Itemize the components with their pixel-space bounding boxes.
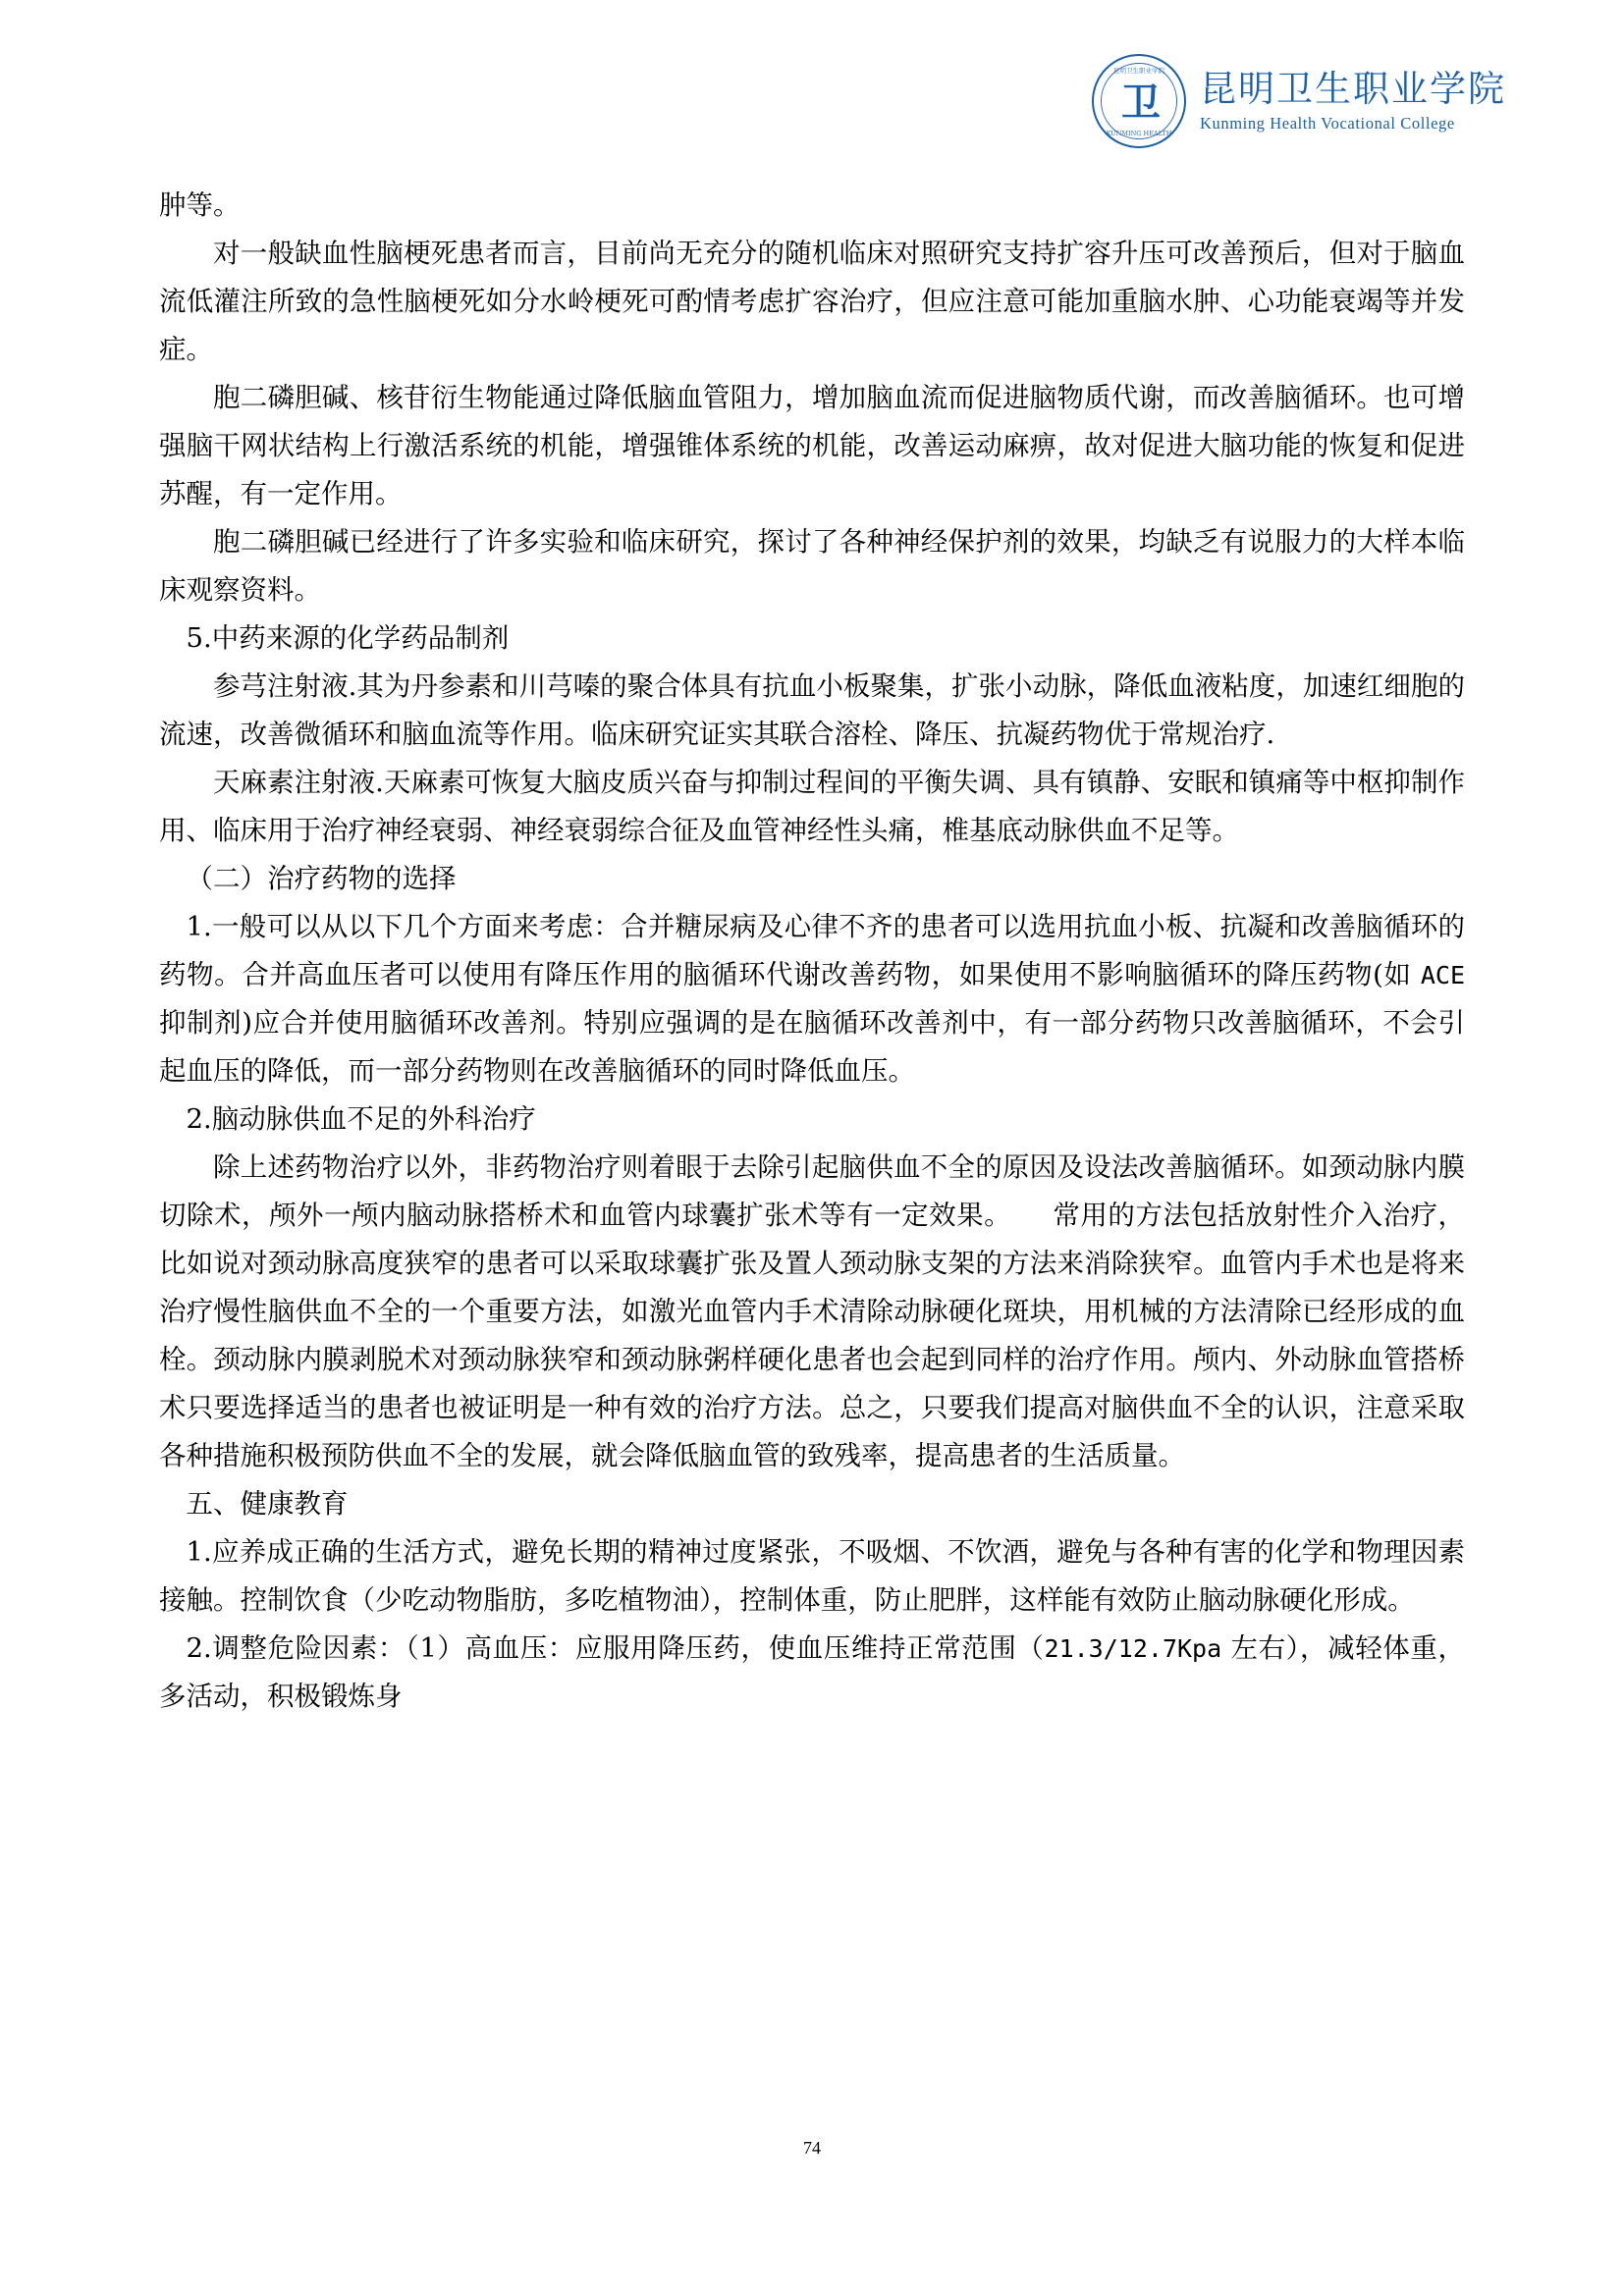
college-name-block — [1200, 69, 1506, 134]
college-logo-header — [1092, 54, 1506, 148]
heading-chinese-medicine-preparations: 5.中药来源的化学药品制剂 — [186, 622, 510, 654]
paragraph-14 — [159, 1625, 1465, 1721]
college-name-cn: 昆明卫生职业学院 — [1200, 67, 1506, 110]
paragraph-9-part-b: 抑制剂)应合并使用脑循环改善剂。特别应强调的是在脑循环改善剂中，有一部分药物只改善脑循环，不会引起血压的降低，而一部分药物则在改善脑循环的同时降低血压。 — [159, 1007, 1465, 1087]
paragraph-7: 天麻素注射液.天麻素可恢复大脑皮质兴奋与抑制过程间的平衡失调、具有镇静、安眠和镇痛等中枢抑制作用、临床用于治疗神经衰弱、神经衰弱综合征及血管神经性头痛，椎基底动脉供血不足等。 — [159, 767, 1465, 846]
paragraph-11: 除上述药物治疗以外，非药物治疗则着眼于去除引起脑供血不全的原因及设法改善脑循环。如颈动脉内膜切除术，颅外一颅内脑动脉搭桥术和血管内球囊扩张术等有一定效果。 常用的方法包括放射性介入治疗，比如说对颈动脉高度狭窄的患者可以采取球囊扩张及置人颈动脉支架的方法来消除狭窄。血管内手术也是将来治疗慢性脑供血不全的一个重要方法，如激光血管内手术清除动脉硬化斑块，用机械的方法清除已经形成的血栓。颈动脉内膜剥脱术对颈动脉狭窄和颈动脉粥样硬化患者也会起到同样的治疗作用。颅内、外动脉血管搭桥术只要选择适当的患者也被证明是一种有效的治疗方法。总之，只要我们提高对脑供血不全的认识，注意采取各种措施积极预防供血不全的发展，就会降低脑血管的致残率，提高患者的生活质量。 — [159, 1151, 1465, 1471]
paragraph-1: 肿等。 — [159, 189, 241, 221]
paragraph-4: 胞二磷胆碱已经进行了许多实验和临床研究，探讨了各种神经保护剂的效果，均缺乏有说服力的大样本临床观察资料。 — [159, 526, 1465, 606]
paragraph-13: 1.应养成正确的生活方式，避免长期的精神过度紧张，不吸烟、不饮酒，避免与各种有害的化学和物理因素接触。控制饮食（少吃动物脂肪，多吃植物油），控制体重，防止肥胖，这样能有效防止脑动脉硬化形成。 — [159, 1536, 1465, 1616]
term-ace: ACE — [1420, 961, 1465, 989]
page-number: 74 — [803, 2138, 821, 2158]
blood-pressure-value: 21.3/12.7Kpa — [1044, 1634, 1222, 1663]
paragraph-3: 胞二磷胆碱、核苷衍生物能通过降低脑血管阻力，增加脑血流而促进脑物质代谢，而改善脑循环。也可增强脑干网状结构上行激活系统的机能，增强锥体系统的机能，改善运动麻痹，故对促进大脑功能的恢复和促进苏醒，有一定作用。 — [159, 382, 1465, 509]
heading-surgical-treatment: 2.脑动脉供血不足的外科治疗 — [186, 1103, 536, 1135]
college-name-en: Kunming Health Vocational College — [1200, 114, 1455, 133]
seal-center-char: 卫 — [1121, 80, 1161, 126]
seal-ring-bottom-text: KUNMING HEALTH — [1106, 130, 1172, 137]
heading-drug-selection: （二）治疗药物的选择 — [186, 863, 457, 894]
paragraph-9-part-a: 1.一般可以从以下几个方面来考虑：合并糖尿病及心律不齐的患者可以选用抗血小板、抗凝和改善脑循环的药物。合并高血压者可以使用有降压作用的脑循环代谢改善药物，如果使用不影响脑循环的降压药物(如 — [159, 911, 1465, 990]
document-body — [159, 182, 1465, 1721]
paragraph-14-part-a: 2.调整危险因素：（1）高血压：应服用降压药，使血压维持正常范围（ — [186, 1632, 1045, 1664]
college-seal-icon — [1092, 54, 1186, 148]
paragraph-2: 对一般缺血性脑梗死患者而言，目前尚无充分的随机临床对照研究支持扩容升压可改善预后，但对于脑血流低灌注所致的急性脑梗死如分水岭梗死可酌情考虑扩容治疗，但应注意可能加重脑水肿、心功能衰竭等并发症。 — [159, 238, 1465, 365]
paragraph-6: 参芎注射液.其为丹参素和川芎嗪的聚合体具有抗血小板聚集，扩张小动脉，降低血液粘度，加速红细胞的流速，改善微循环和脑血流等作用。临床研究证实其联合溶栓、降压、抗凝药物优于常规治疗. — [159, 670, 1465, 750]
paragraph-9 — [159, 903, 1465, 1095]
heading-health-education: 五、健康教育 — [186, 1488, 349, 1520]
paragraph-14-part-b: 左右），减轻体重，多活动，积极锻炼身 — [159, 1632, 1466, 1712]
seal-ring-top-text: 昆明卫生职业学院 — [1113, 67, 1164, 75]
